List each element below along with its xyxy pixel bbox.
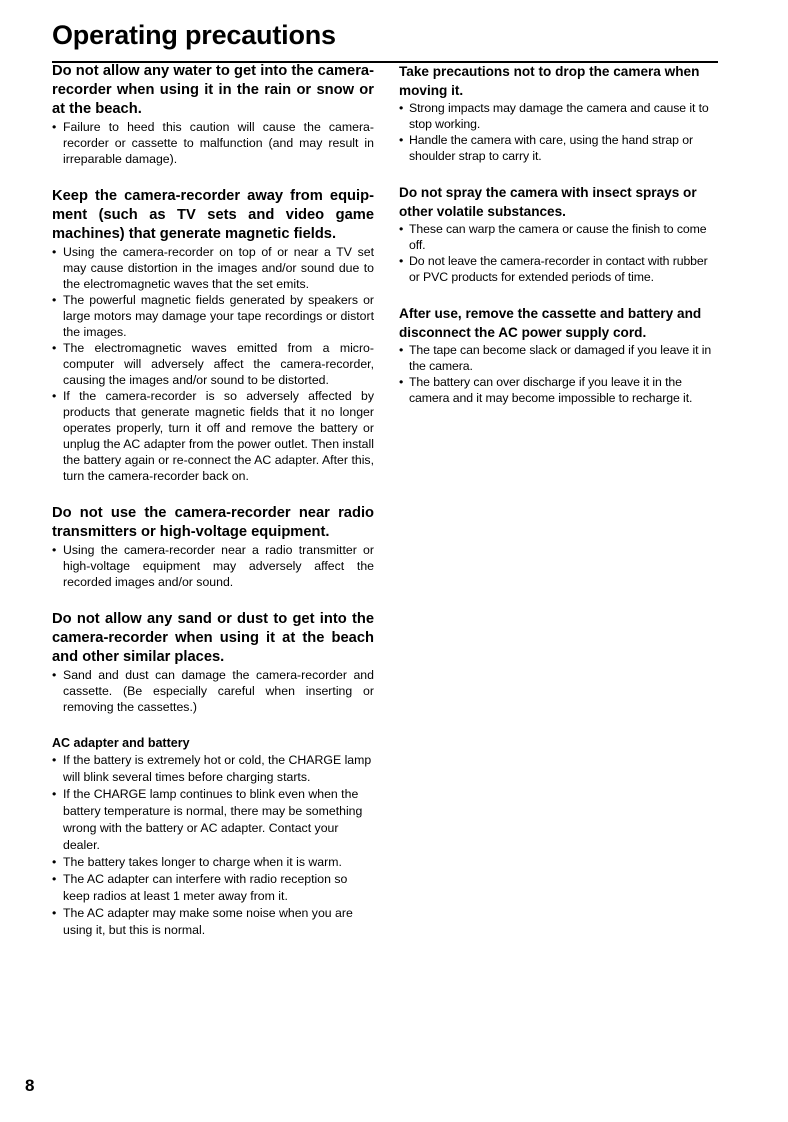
- bullet-item: • Strong impacts may damage the camera and cause it to stop working.: [399, 100, 719, 132]
- ac-adapter-battery-section: [52, 735, 374, 939]
- bullet-item: • Using the camera-recorder on top of or near a TV set may cause distortion in the images and/or sound due to the electromagnetic waves that the set emits.: [52, 244, 374, 292]
- sand-dust-section: [52, 610, 374, 715]
- bullet-list: [52, 752, 374, 939]
- bullet-list: [52, 542, 374, 590]
- bullet-list: [52, 119, 374, 167]
- right-column: [399, 62, 719, 425]
- bullet-item: • The electromagnetic waves emitted from a microcomputer will adversely affect the camera-recorder, causing the images and/or sound to be distorted.: [52, 340, 374, 388]
- page-number: 8: [25, 1076, 35, 1095]
- bullet-item: • Failure to heed this caution will cause the camera-recorder or cassette to malfunction (and may result in irreparable damage).: [52, 119, 374, 167]
- bullet-item: • The AC adapter can interfere with radio reception so keep radios at least 1 meter away from it.: [52, 871, 374, 905]
- section-heading: Do not spray the camera with insect sprays or other volatile substances.: [399, 185, 697, 219]
- bullet-item: • Using the camera-recorder near a radio transmitter or high-voltage equipment may adversely affect the recorded images and/or sound.: [52, 542, 374, 590]
- page-title: Operating precautions: [52, 20, 336, 50]
- bullet-item: • The battery can over discharge if you leave it in the camera and it may become impossible to recharge it.: [399, 374, 719, 406]
- bullet-item: • The battery takes longer to charge when it is warm.: [52, 854, 374, 871]
- bullet-item: • Do not leave the camera-recorder in contact with rubber or PVC products for extended periods of time.: [399, 253, 719, 285]
- left-column: [52, 62, 374, 959]
- bullet-item: • The powerful magnetic fields generated by speakers or large motors may damage your tape recordings or distort the images.: [52, 292, 374, 340]
- insect-spray-section: [399, 183, 719, 285]
- bullet-item: • The tape can become slack or damaged if you leave it in the camera.: [399, 342, 719, 374]
- section-heading: AC adapter and battery: [52, 736, 190, 750]
- bullet-item: • If the battery is extremely hot or cold, the CHARGE lamp will blink several times before charging starts.: [52, 752, 374, 786]
- section-heading: Take precautions not to drop the camera when moving it.: [399, 64, 700, 98]
- water-precaution-section: [52, 62, 374, 167]
- bullet-list: [52, 244, 374, 484]
- bullet-list: [399, 342, 719, 406]
- section-heading: Do not allow any water to get into the camera-recorder when using it in the rain or snow or at the beach.: [52, 63, 374, 117]
- bullet-item: • If the CHARGE lamp continues to blink even when the battery temperature is normal, there may be something wrong with the battery or AC adapter. Contact your dealer.: [52, 786, 374, 854]
- section-heading: Do not use the camera-recorder near radio transmitters or high-voltage equipment.: [52, 505, 374, 540]
- bullet-item: • Sand and dust can damage the camera-recorder and cassette. (Be especially careful when inserting or removing the cassettes.): [52, 667, 374, 715]
- bullet-item: • These can warp the camera or cause the finish to come off.: [399, 221, 719, 253]
- bullet-list: [399, 221, 719, 285]
- bullet-item: • Handle the camera with care, using the hand strap or shoulder strap to carry it.: [399, 132, 719, 164]
- radio-transmitters-section: [52, 504, 374, 590]
- section-heading: Do not allow any sand or dust to get into the camera-recorder when using it at the beach and other similar places.: [52, 611, 374, 665]
- section-heading: After use, remove the cassette and battery and disconnect the AC power supply cord.: [399, 306, 702, 340]
- bullet-list: [52, 667, 374, 715]
- magnetic-fields-section: [52, 187, 374, 484]
- drop-precaution-section: [399, 62, 719, 164]
- bullet-item: • The AC adapter may make some noise when you are using it, but this is normal.: [52, 905, 374, 939]
- bullet-list: [399, 100, 719, 164]
- section-heading: Keep the camera-recorder away from equipment (such as TV sets and video game machines) that generate magnetic fields.: [52, 188, 374, 242]
- bullet-item: • If the camera-recorder is so adversely affected by products that generate magnetic fields that it no longer operates properly, turn it off and remove the battery or unplug the AC adapter from the power outlet. Then install the battery again or re-connect the AC adapter. After this, turn the camera-recorder back on.: [52, 388, 374, 484]
- after-use-section: [399, 304, 719, 406]
